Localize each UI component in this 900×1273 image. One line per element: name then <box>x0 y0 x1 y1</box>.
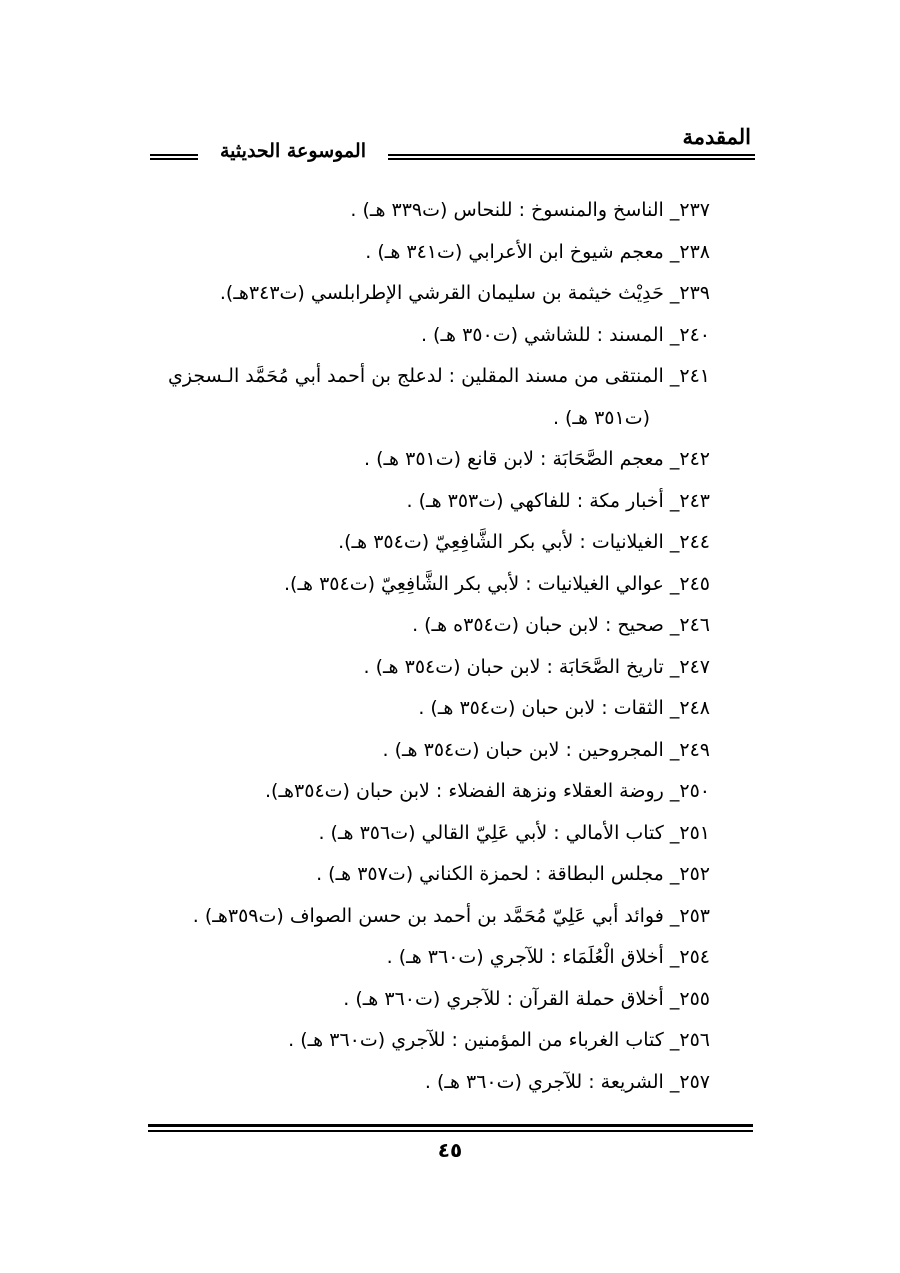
list-item: ٢٥٥_ أخلاق حملة القرآن : للآجري (ت٣٦٠ هـ) . <box>343 987 710 1010</box>
list-item: ٢٤٠_ المسند : للشاشي (ت٣٥٠ هـ) . <box>420 323 710 346</box>
list-item: ٢٥١_ كتاب الأمالي : لأبي عَلِيّ القالي (ت٣٥٦ هـ) . <box>318 821 710 844</box>
list-item: ٢٣٨_ معجم شيوخ ابن الأعرابي (ت٣٤١ هـ) . <box>365 240 710 263</box>
list-item: ٢٤٤_ الغيلانيات : لأبي بكر الشَّافِعِيّ (ت٣٥٤ هـ). <box>338 531 710 553</box>
list-item: ٢٤٢_ معجم الصَّحَابَة : لابن قانع (ت٣٥١ هـ) . <box>364 448 710 470</box>
list-item: ٢٥٧_ الشريعة : للآجري (ت٣٦٠ هـ) . <box>424 1070 710 1093</box>
page-number: ٤٥ <box>437 1138 463 1162</box>
list-item: ٢٣٧_ الناسخ والمنسوخ : للنحاس (ت٣٣٩ هـ) . <box>350 199 710 221</box>
list-item: ٢٤٦_ صحيح : لابن حبان (ت٣٥٤ه هـ) . <box>412 614 710 636</box>
list-item: ٢٤٨_ الثقات : لابن حبان (ت٣٥٤ هـ) . <box>418 697 710 719</box>
list-item: ٢٤١_ المنتقى من مسند المقلين : لدعلج بن أحمد أبي مُحَمَّد الـسجزي <box>168 365 710 387</box>
list-item: ٢٥٣_ فوائد أبي عَلِيّ مُحَمَّد بن أحمد بن حسن الصواف (ت٣٥٩هـ) . <box>192 904 710 927</box>
list-item: ٢٥٠_ روضة العقلاء ونزهة الفضلاء : لابن حبان (ت٣٥٤هـ). <box>265 780 710 802</box>
book-title: الموسوعة الحديثية <box>220 140 366 162</box>
list-item: ٢٥٤_ أخلاق الْعُلَمَاء : للآجري (ت٣٦٠ هـ) . <box>386 946 710 968</box>
list-item: ٢٤٥_ عوالي الغيلانيات : لأبي بكر الشَّافِعِيّ (ت٣٥٤ هـ). <box>284 572 710 595</box>
list-item: ٢٣٩_ حَدِيْث خيثمة بن سليمان القرشي الإطرابلسي (ت٣٤٣هـ). <box>219 282 710 304</box>
list-item-continuation: (ت٣٥١ هـ) . <box>552 406 650 429</box>
list-item: ٢٥٦_ كتاب الغرباء من المؤمنين : للآجري (ت٣٦٠ هـ) . <box>288 1029 710 1051</box>
list-item: ٢٤٣_ أخبار مكة : للفاكهي (ت٣٥٣ هـ) . <box>406 489 710 512</box>
list-item: ٢٤٩_ المجروحين : لابن حبان (ت٣٥٤ هـ) . <box>382 738 710 761</box>
list-item: ٢٤٧_ تاريخ الصَّحَابَة : لابن حبان (ت٣٥٤ هـ) . <box>363 655 710 678</box>
bibliography-list <box>130 190 710 1103</box>
footer-rule <box>148 1124 753 1132</box>
header-rule-long <box>388 154 755 160</box>
section-title: المقدمة <box>682 124 751 149</box>
page-header <box>150 118 755 168</box>
list-item: ٢٥٢_ مجلس البطاقة : لحمزة الكناني (ت٣٥٧ هـ) . <box>316 863 710 885</box>
header-rule-short <box>150 154 198 160</box>
